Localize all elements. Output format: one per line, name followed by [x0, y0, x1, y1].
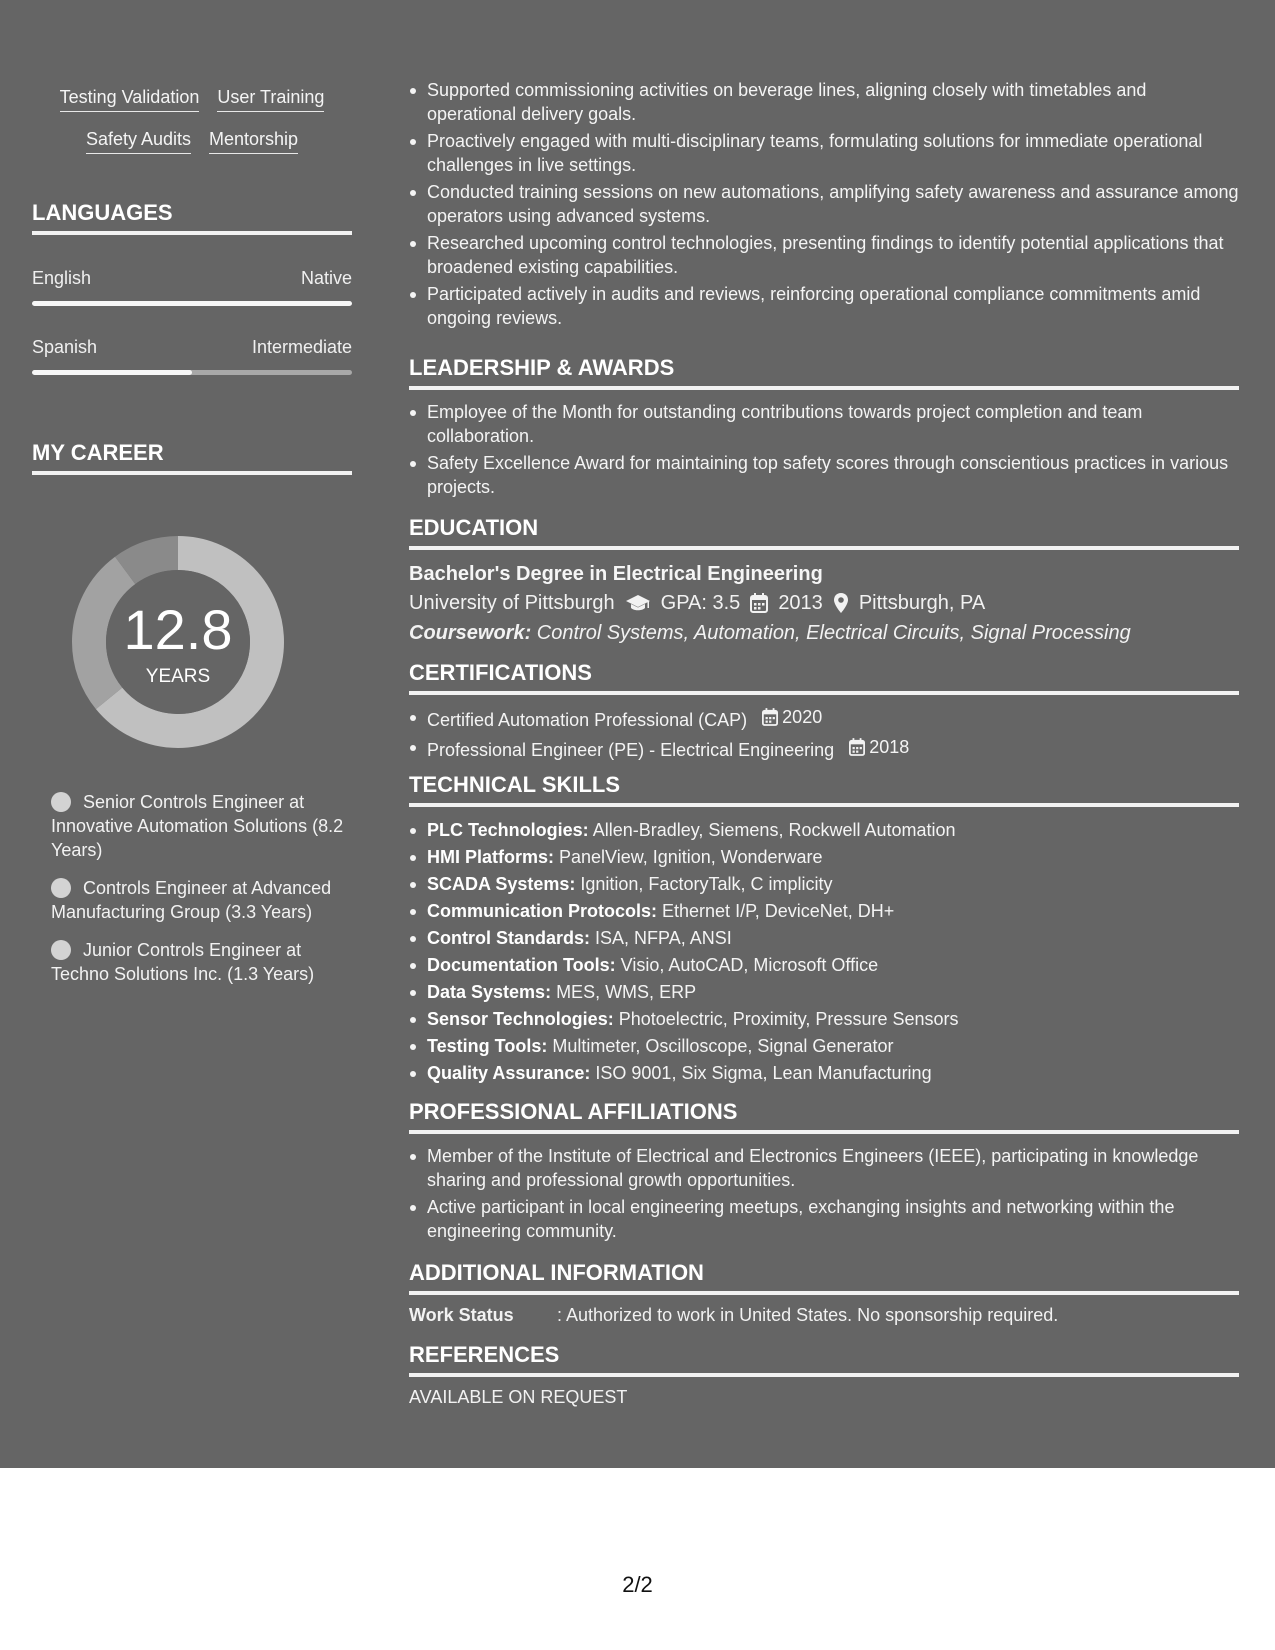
language-name: Spanish	[32, 337, 98, 357]
skill-value: Ignition, FactoryTalk, C implicity	[575, 874, 833, 894]
tag-row	[32, 86, 352, 112]
skill-item	[409, 817, 1239, 844]
skill-tag: Testing Validation	[60, 86, 200, 112]
skill-item	[409, 1060, 1239, 1087]
skill-value: Visio, AutoCAD, Microsoft Office	[615, 955, 879, 975]
language-bar-fill	[32, 370, 192, 375]
experience-bullet: Conducted training sessions on new automations, amplifying safety awareness and assurance among operators using advanced systems.	[409, 180, 1239, 228]
leadership-title: LEADERSHIP & AWARDS	[409, 355, 1239, 390]
skill-label: Quality Assurance:	[427, 1063, 591, 1083]
language-level: Intermediate	[251, 337, 352, 357]
affiliations-section	[409, 1099, 1239, 1246]
graduation-cap-icon	[625, 593, 651, 613]
graduation-year: 2013	[778, 592, 823, 614]
career-unit: YEARS	[145, 666, 211, 687]
certifications-title: CERTIFICATIONS	[409, 660, 1239, 695]
skill-tag: Mentorship	[209, 128, 298, 154]
skill-label: Control Standards:	[427, 928, 591, 948]
skill-value: PanelView, Ignition, Wonderware	[554, 847, 823, 867]
skill-label: HMI Platforms:	[427, 847, 555, 867]
skill-item	[409, 952, 1239, 979]
calendar-icon	[762, 708, 778, 726]
additional-title: ADDITIONAL INFORMATION	[409, 1260, 1239, 1295]
page-number: 2/2	[622, 1572, 653, 1597]
degree: Bachelor's Degree in Electrical Engineering	[409, 563, 823, 585]
languages-title: LANGUAGES	[32, 200, 352, 235]
skill-tag: Safety Audits	[86, 128, 191, 154]
certifications-section	[409, 660, 1239, 765]
leadership-section	[409, 355, 1239, 502]
career-total: 12.8	[123, 598, 233, 661]
calendar-icon	[849, 738, 865, 756]
career-section	[32, 440, 352, 475]
skill-label: PLC Technologies:	[427, 820, 589, 840]
experience-bullet: Supported commissioning activities on beverage lines, aligning closely with timetables and operational delivery goals.	[409, 78, 1239, 126]
skill-value: MES, WMS, ERP	[551, 982, 697, 1002]
career-donut-chart	[66, 530, 290, 754]
skill-item	[409, 844, 1239, 871]
references-title: REFERENCES	[409, 1342, 1239, 1377]
experience-bullet: Researched upcoming control technologies, presenting findings to identify potential applications that broadened existing capabilities.	[409, 231, 1239, 279]
education-section	[409, 515, 1239, 648]
work-status-label: Work Status	[409, 1305, 514, 1325]
career-list	[51, 790, 351, 1000]
experience-bullet: Proactively engaged with multi-disciplinary teams, formulating solutions for immediate operational challenges in live settings.	[409, 129, 1239, 177]
skill-value: Allen-Bradley, Siemens, Rockwell Automation	[588, 820, 956, 840]
location-pin-icon	[833, 592, 849, 614]
certification-item	[409, 735, 1239, 762]
skill-item	[409, 979, 1239, 1006]
language-bar	[32, 370, 352, 375]
language-level: Native	[300, 268, 352, 288]
bullet-dot	[51, 940, 71, 960]
skill-value: Photoelectric, Proximity, Pressure Sensors	[613, 1009, 959, 1029]
certification-name: Certified Automation Professional (CAP)	[427, 710, 748, 730]
language-bar	[32, 301, 352, 306]
tag-row	[32, 128, 352, 154]
skills-title: TECHNICAL SKILLS	[409, 772, 1239, 807]
skill-tag: User Training	[217, 86, 324, 112]
gpa: GPA: 3.5	[660, 592, 741, 614]
experience-bullets	[409, 78, 1239, 333]
skill-label: Data Systems:	[427, 982, 552, 1002]
references-section	[409, 1342, 1239, 1408]
skill-value: Multimeter, Oscilloscope, Signal Generator	[547, 1036, 894, 1056]
school: University of Pittsburgh	[409, 592, 615, 614]
skill-label: Communication Protocols:	[427, 901, 658, 921]
references-text: AVAILABLE ON REQUEST	[409, 1387, 628, 1407]
skill-label: Sensor Technologies:	[427, 1009, 614, 1029]
certification-item	[409, 705, 1239, 732]
language-item	[32, 337, 352, 375]
education-meta	[409, 588, 1239, 618]
skill-item	[409, 925, 1239, 952]
skill-value: ISA, NFPA, ANSI	[590, 928, 732, 948]
skill-value: ISO 9001, Six Sigma, Lean Manufacturing	[590, 1063, 932, 1083]
bullet-dot	[51, 878, 71, 898]
additional-section	[409, 1260, 1239, 1326]
coursework-label: Coursework:	[409, 622, 532, 644]
certification-name: Professional Engineer (PE) - Electrical Engineering	[427, 740, 835, 760]
skill-tags	[32, 86, 352, 170]
skill-value: Ethernet I/P, DeviceNet, DH+	[657, 901, 895, 921]
language-bar-fill	[32, 301, 352, 306]
skill-label: Testing Tools:	[427, 1036, 548, 1056]
affiliation-item: Member of the Institute of Electrical and Electronics Engineers (IEEE), participating in knowledge sharing and professional growth opportunities.	[409, 1144, 1239, 1192]
career-item	[51, 790, 351, 862]
coursework-list: Control Systems, Automation, Electrical Circuits, Signal Processing	[531, 622, 1131, 644]
skill-item	[409, 1006, 1239, 1033]
language-name: English	[32, 268, 92, 288]
coursework	[409, 618, 1239, 648]
work-status	[409, 1305, 1239, 1326]
career-text: Junior Controls Engineer at Techno Solutions Inc. (1.3 Years)	[51, 940, 315, 984]
language-item	[32, 268, 352, 306]
experience-bullet: Participated actively in audits and reviews, reinforcing operational compliance commitments amid ongoing reviews.	[409, 282, 1239, 330]
bullet-dot	[51, 792, 71, 812]
certification-year: 2020	[782, 707, 823, 727]
career-item	[51, 938, 351, 986]
skill-label: Documentation Tools:	[427, 955, 616, 975]
education-title: EDUCATION	[409, 515, 1239, 550]
work-status-value: : Authorized to work in United States. No sponsorship required.	[557, 1305, 1059, 1325]
career-item	[51, 876, 351, 924]
languages-section	[32, 200, 352, 235]
career-text: Controls Engineer at Advanced Manufacturing Group (3.3 Years)	[51, 878, 332, 922]
skill-item	[409, 1033, 1239, 1060]
skill-label: SCADA Systems:	[427, 874, 576, 894]
award-item: Safety Excellence Award for maintaining top safety scores through conscientious practices in various projects.	[409, 451, 1239, 499]
award-item: Employee of the Month for outstanding contributions towards project completion and team collaboration.	[409, 400, 1239, 448]
skill-item	[409, 898, 1239, 925]
location: Pittsburgh, PA	[858, 592, 986, 614]
skills-section	[409, 772, 1239, 1087]
career-title: MY CAREER	[32, 440, 352, 475]
skill-item	[409, 871, 1239, 898]
affiliations-title: PROFESSIONAL AFFILIATIONS	[409, 1099, 1239, 1134]
career-text: Senior Controls Engineer at Innovative Automation Solutions (8.2 Years)	[51, 792, 344, 860]
certification-year: 2018	[869, 737, 910, 757]
calendar-icon	[750, 593, 768, 613]
affiliation-item: Active participant in local engineering meetups, exchanging insights and networking within the engineering community.	[409, 1195, 1239, 1243]
